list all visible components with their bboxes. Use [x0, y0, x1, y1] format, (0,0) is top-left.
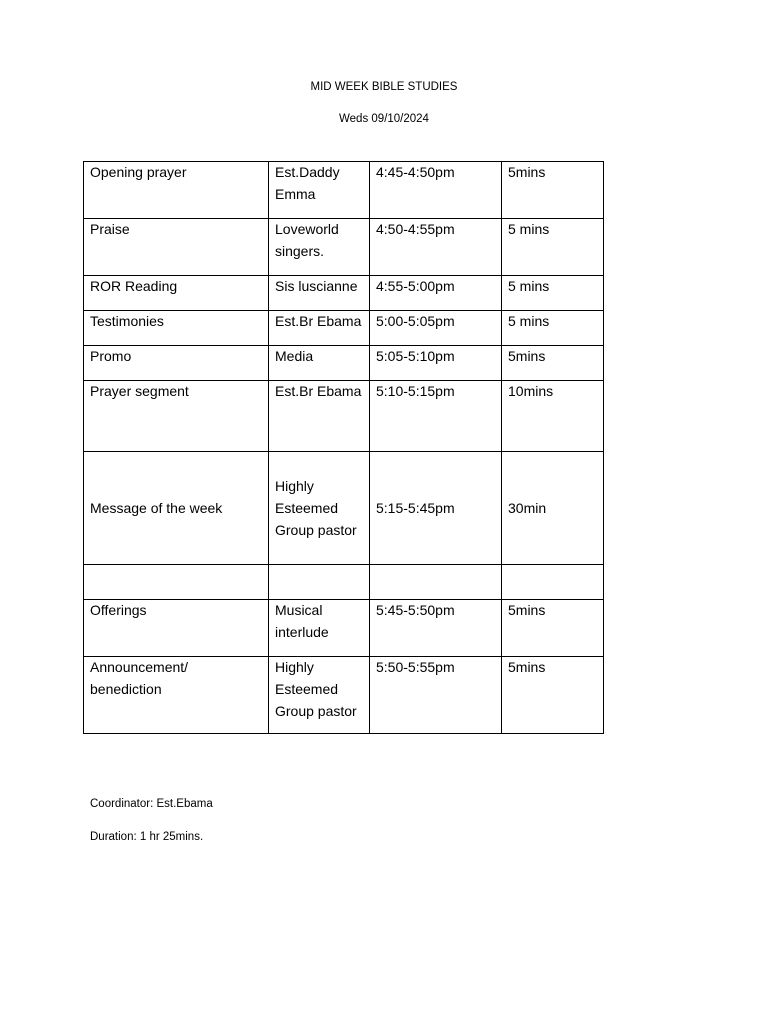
- person-cell: Media: [269, 346, 370, 381]
- person-cell: [269, 565, 370, 600]
- person-cell: Musical interlude: [269, 600, 370, 657]
- item-cell: Message of the week: [84, 452, 269, 565]
- duration-cell: 5mins: [502, 346, 604, 381]
- duration-cell: 5mins: [502, 162, 604, 219]
- total-duration-text: Duration: 1 hr 25mins.: [90, 831, 204, 843]
- table-row: [84, 600, 604, 657]
- time-cell: 4:45-4:50pm: [370, 162, 502, 219]
- time-cell: 5:15-5:45pm: [370, 452, 502, 565]
- table-row: [84, 276, 604, 311]
- time-cell: 5:00-5:05pm: [370, 311, 502, 346]
- table-row: [84, 162, 604, 219]
- person-cell: Highly Esteemed Group pastor: [269, 452, 370, 565]
- duration-cell: 5mins: [502, 657, 604, 734]
- item-cell: Praise: [84, 219, 269, 276]
- schedule-table: [83, 161, 604, 734]
- duration-cell: 5mins: [502, 600, 604, 657]
- time-cell: 4:55-5:00pm: [370, 276, 502, 311]
- item-cell: Announcement/ benediction: [84, 657, 269, 734]
- person-cell: Est.Br Ebama: [269, 311, 370, 346]
- duration-cell: 5 mins: [502, 311, 604, 346]
- document-title: MID WEEK BIBLE STUDIES: [310, 81, 458, 93]
- duration-cell: 30min: [502, 452, 604, 565]
- table-row: [84, 565, 604, 600]
- person-cell: Est.Daddy Emma: [269, 162, 370, 219]
- coordinator-text: Coordinator: Est.Ebama: [90, 798, 213, 810]
- person-cell: Sis luscianne: [269, 276, 370, 311]
- time-cell: 5:10-5:15pm: [370, 381, 502, 452]
- time-cell: [370, 565, 502, 600]
- item-cell: Promo: [84, 346, 269, 381]
- duration-cell: 5 mins: [502, 219, 604, 276]
- table-row: [84, 452, 604, 565]
- item-cell: Opening prayer: [84, 162, 269, 219]
- item-cell: Testimonies: [84, 311, 269, 346]
- table-row: [84, 311, 604, 346]
- table-row: [84, 657, 604, 734]
- item-cell: [84, 565, 269, 600]
- time-cell: 5:45-5:50pm: [370, 600, 502, 657]
- table-row: [84, 381, 604, 452]
- time-cell: 5:50-5:55pm: [370, 657, 502, 734]
- duration-cell: 5 mins: [502, 276, 604, 311]
- document-date: Weds 09/10/2024: [339, 113, 429, 125]
- duration-cell: 10mins: [502, 381, 604, 452]
- item-cell: Prayer segment: [84, 381, 269, 452]
- person-cell: Highly Esteemed Group pastor: [269, 657, 370, 734]
- person-cell: Loveworld singers.: [269, 219, 370, 276]
- person-cell: Est.Br Ebama: [269, 381, 370, 452]
- item-cell: Offerings: [84, 600, 269, 657]
- time-cell: 5:05-5:10pm: [370, 346, 502, 381]
- duration-cell: [502, 565, 604, 600]
- table-row: [84, 346, 604, 381]
- table-row: [84, 219, 604, 276]
- item-cell: ROR Reading: [84, 276, 269, 311]
- time-cell: 4:50-4:55pm: [370, 219, 502, 276]
